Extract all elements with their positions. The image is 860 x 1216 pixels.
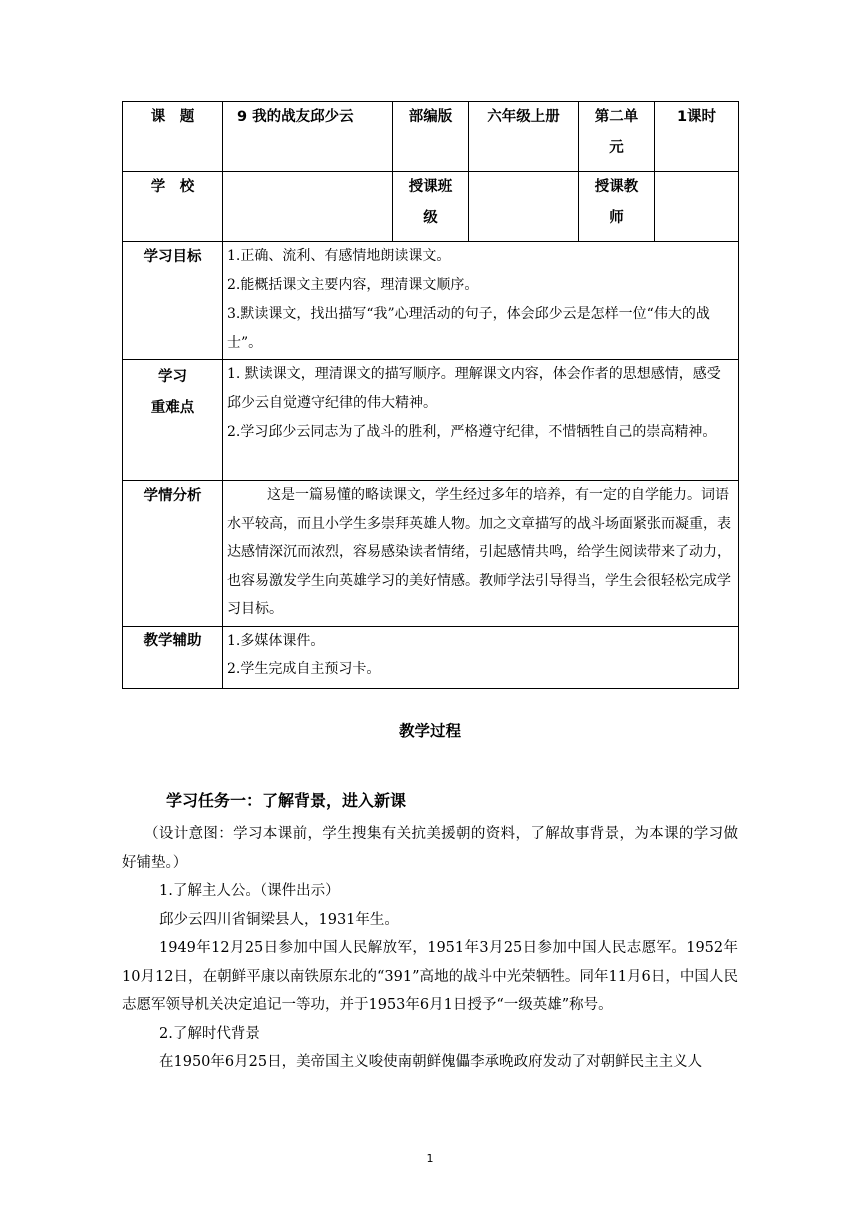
task-title: 学习任务一：了解背景，进入新课 xyxy=(166,791,407,810)
label-key-points-line-2: 重难点 xyxy=(150,400,195,416)
table-row-title xyxy=(123,102,739,172)
label-aids: 教学辅助 xyxy=(123,627,223,689)
table-row-key-points xyxy=(123,360,739,481)
grade: 六年级上册 xyxy=(469,102,579,172)
goal-item: 2.能概括课文主要内容，理清课文顺序。 xyxy=(227,277,479,293)
unit-line-2: 元 xyxy=(609,140,624,156)
aids-content xyxy=(223,627,739,689)
table-row-goals xyxy=(123,242,739,360)
label-class-line-2: 级 xyxy=(423,210,438,226)
class-value xyxy=(469,172,579,242)
key-point-item: 1. 默读课文，理清课文的描写顺序。理解课文内容，体会作者的思想感情，感受邱少云自觉遵守纪律的伟大精神。 xyxy=(227,366,721,411)
unit-line-1: 第二单 xyxy=(594,109,639,125)
lesson-title: 9 我的战友邱少云 xyxy=(223,102,393,172)
lesson-info-table xyxy=(122,101,739,689)
paragraph: 2.了解时代背景 xyxy=(159,1025,260,1042)
teacher-value xyxy=(655,172,739,242)
label-class-line-1: 授课班 xyxy=(408,179,453,195)
table-row-analysis xyxy=(123,481,739,627)
label-teacher xyxy=(579,172,655,242)
paragraph: 1949年12月25日参加中国人民解放军，1951年3月25日参加中国人民志愿军。1952年10月12日，在朝鲜平康以南铁原东北的“391”高地的战斗中光荣牺牲。同年11月6日，中国人民志愿军领导机关决定追记一等功，并于1953年6月1日授予“一级英雄”称号。 xyxy=(122,940,738,1013)
aid-item: 2.学生完成自主预习卡。 xyxy=(227,661,381,677)
key-point-item: 2.学习邱少云同志为了战斗的胜利，严格遵守纪律，不惜牺牲自己的崇高精神。 xyxy=(227,424,717,440)
label-key-points xyxy=(123,360,223,481)
aid-item: 1.多媒体课件。 xyxy=(227,633,325,649)
label-teacher-line-2: 师 xyxy=(609,210,624,226)
table-row-school xyxy=(123,172,739,242)
edition: 部编版 xyxy=(393,102,469,172)
school-value xyxy=(223,172,393,242)
unit xyxy=(579,102,655,172)
analysis-content: 这是一篇易懂的略读课文，学生经过多年的培养，有一定的自学能力。词语水平较高，而且小学生多崇拜英雄人物。加之文章描写的战斗场面紧张而凝重，表达感情深沉而浓烈，容易感染读者情绪，引起感情共鸣，给学生阅读带来了动力，也容易激发学生向英雄学习的美好情感。教师学法引导得当，学生会很轻松完成学习目标。 xyxy=(223,481,739,627)
paragraph: 在1950年6月25日，美帝国主义唆使南朝鲜傀儡李承晚政府发动了对朝鲜民主主义人 xyxy=(159,1054,703,1070)
label-lesson: 课 题 xyxy=(123,102,223,172)
label-class xyxy=(393,172,469,242)
label-goals: 学习目标 xyxy=(123,242,223,360)
label-analysis: 学情分析 xyxy=(123,481,223,627)
section-title: 教学过程 xyxy=(398,722,461,740)
hours: 1课时 xyxy=(655,102,739,172)
key-points-content xyxy=(223,360,739,481)
goal-item: 3.默读课文，找出描写“我”心理活动的句子，体会邱少云是怎样一位“伟大的战士”。 xyxy=(227,306,710,351)
goals-content xyxy=(223,242,739,360)
label-teacher-line-1: 授课教 xyxy=(594,179,639,195)
table-row-aids xyxy=(123,627,739,689)
design-intent-paragraph: （设计意图：学习本课前，学生搜集有关抗美援朝的资料，了解故事背景，为本课的学习做好铺垫。） xyxy=(122,826,738,871)
label-key-points-line-1: 学习 xyxy=(158,369,187,385)
task-body xyxy=(122,820,738,1077)
paragraph: 1.了解主人公。（课件出示） xyxy=(159,883,340,899)
page-number: 1 xyxy=(426,1152,434,1165)
goal-item: 1.正确、流利、有感情地朗读课文。 xyxy=(227,248,451,264)
label-school: 学 校 xyxy=(123,172,223,242)
paragraph: 邱少云四川省铜梁县人，1931年生。 xyxy=(159,911,399,928)
